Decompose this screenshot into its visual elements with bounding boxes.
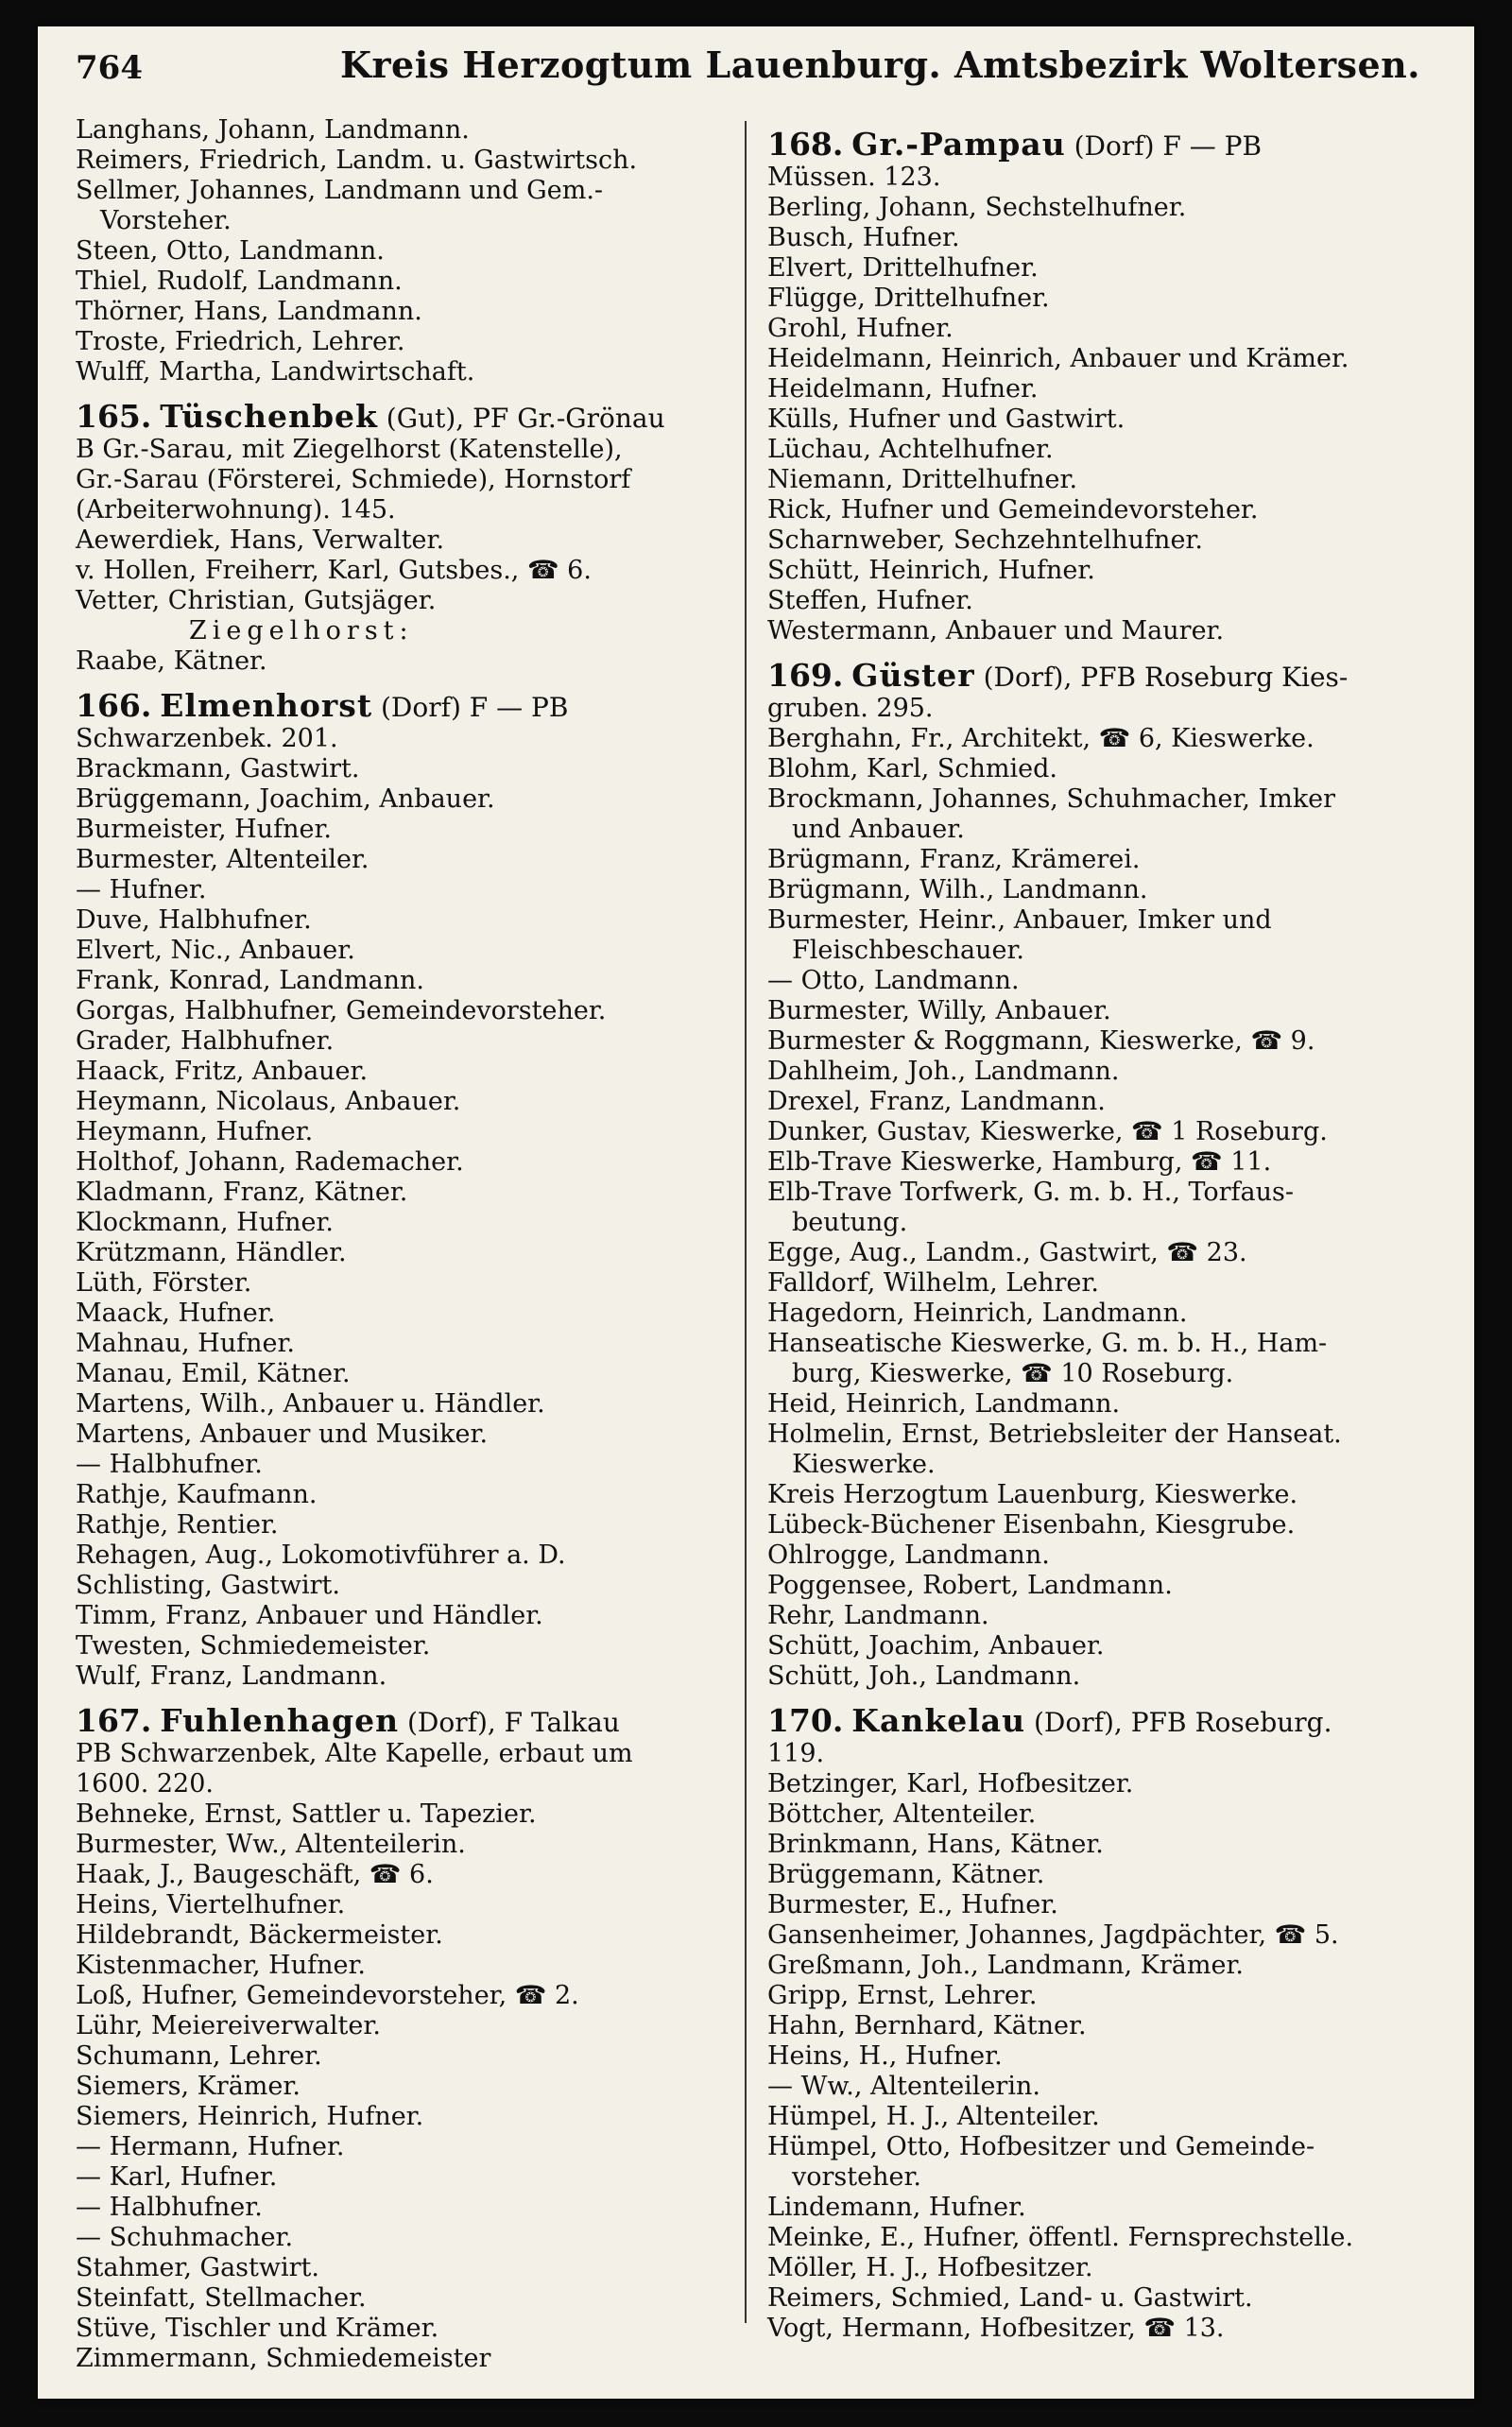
directory-entry: gruben. 295.	[767, 694, 934, 723]
page-header	[76, 43, 1436, 98]
directory-entry: Burmester, E., Hufner.	[767, 1890, 1058, 1919]
directory-entry: Stüve, Tischler und Krämer.	[76, 2314, 439, 2343]
locality-heading	[767, 1702, 1391, 1739]
locality-details: (Dorf), F Talkau	[399, 1707, 620, 1738]
directory-entry: Hanseatische Kieswerke, G. m. b. H., Ham-	[767, 1329, 1328, 1358]
locality-heading	[767, 657, 1391, 694]
page-title: Kreis Herzogtum Lauenburg. Amtsbezirk Woltersen.	[340, 43, 1421, 86]
directory-entry: Elb-Trave Kieswerke, Hamburg, ☎ 11.	[767, 1147, 1272, 1177]
directory-entry: Schlisting, Gastwirt.	[76, 1571, 340, 1600]
right-column	[767, 115, 1391, 2344]
directory-entry: Kistenmacher, Hufner.	[76, 1951, 366, 1980]
locality-details: (Dorf), PFB Roseburg.	[1025, 1707, 1332, 1738]
directory-entry: Hildebrandt, Bäckermeister.	[76, 1920, 443, 1950]
directory-entry: B Gr.-Sarau, mit Ziegelhorst (Katenstelle),	[76, 435, 623, 464]
directory-entry: Heymann, Hufner.	[76, 1117, 314, 1146]
directory-entry: Schwarzenbek. 201.	[76, 724, 338, 753]
directory-entry: Vogt, Hermann, Hofbesitzer, ☎ 13.	[767, 2314, 1225, 2343]
directory-entry: Schumann, Lehrer.	[76, 2041, 322, 2071]
directory-entry: Külls, Hufner und Gastwirt.	[767, 404, 1125, 434]
directory-entry: Westermann, Anbauer und Maurer.	[767, 616, 1225, 645]
directory-entry: Aewerdiek, Hans, Verwalter.	[76, 525, 445, 555]
directory-entry: Langhans, Johann, Landmann.	[76, 115, 470, 145]
locality-number: 167.	[76, 1702, 152, 1739]
directory-entry: Haak, J., Baugeschäft, ☎ 6.	[76, 1860, 434, 1889]
directory-entry: Brüggemann, Kätner.	[767, 1860, 1045, 1889]
directory-entry: Hümpel, Otto, Hofbesitzer und Gemeinde-	[767, 2132, 1315, 2161]
directory-entry: Kieswerke.	[792, 1450, 936, 1479]
directory-entry: Lübeck-Büchener Eisenbahn, Kiesgrube.	[767, 1510, 1296, 1540]
directory-entry: Rathje, Rentier.	[76, 1510, 279, 1540]
directory-entry: Egge, Aug., Landm., Gastwirt, ☎ 23.	[767, 1238, 1247, 1267]
directory-entry: Schütt, Heinrich, Hufner.	[767, 556, 1095, 585]
locality-name: Gr.-Pampau	[851, 126, 1066, 163]
directory-entry: Brügmann, Franz, Krämerei.	[767, 845, 1141, 874]
directory-entry: Scharnweber, Sechzehntelhufner.	[767, 525, 1203, 555]
directory-entry: Krützmann, Händler.	[76, 1238, 347, 1267]
sub-locality-heading: Ziegelhorst:	[189, 616, 414, 645]
directory-entry: Zimmermann, Schmiedemeister	[76, 2344, 491, 2373]
directory-entry: Behneke, Ernst, Sattler u. Tapezier.	[76, 1799, 537, 1829]
directory-entry: Ohlrogge, Landmann.	[767, 1541, 1050, 1570]
directory-entry: Steinfatt, Stellmacher.	[76, 2283, 367, 2313]
directory-entry: Holmelin, Ernst, Betriebsleiter der Hanseat.	[767, 1420, 1342, 1449]
directory-entry: Brüggemann, Joachim, Anbauer.	[76, 784, 495, 814]
directory-entry: PB Schwarzenbek, Alte Kapelle, erbaut um	[76, 1739, 633, 1768]
locality-details: (Dorf) F — PB	[372, 692, 569, 723]
directory-entry: — Ww., Altenteilerin.	[767, 2072, 1040, 2101]
directory-entry: Müssen. 123.	[767, 163, 941, 192]
directory-entry: Möller, H. J., Hofbesitzer.	[767, 2253, 1093, 2282]
directory-entry: Schütt, Joachim, Anbauer.	[767, 1631, 1105, 1661]
directory-entry: Holthof, Johann, Rademacher.	[76, 1147, 464, 1177]
directory-entry: Burmester & Roggmann, Kieswerke, ☎ 9.	[767, 1026, 1315, 1056]
directory-entry: Thiel, Rudolf, Landmann.	[76, 267, 403, 296]
locality-number: 168.	[767, 126, 844, 163]
directory-entry: Rathje, Kaufmann.	[76, 1480, 318, 1509]
locality-heading	[76, 687, 680, 724]
directory-entry: (Arbeiterwohnung). 145.	[76, 495, 396, 525]
directory-entry: Timm, Franz, Anbauer und Händler.	[76, 1601, 543, 1630]
directory-entry: Dunker, Gustav, Kieswerke, ☎ 1 Roseburg.	[767, 1117, 1328, 1146]
locality-number: 165.	[76, 398, 152, 435]
directory-entry: Raabe, Kätner.	[76, 646, 267, 676]
locality-name: Kankelau	[851, 1702, 1026, 1739]
directory-entry: Greßmann, Joh., Landmann, Krämer.	[767, 1951, 1244, 1980]
directory-entry: — Halbhufner.	[76, 1450, 263, 1479]
directory-entry: Gorgas, Halbhufner, Gemeindevorsteher.	[76, 996, 607, 1025]
directory-entry: Lüth, Förster.	[76, 1268, 252, 1298]
directory-entry: Flügge, Drittelhufner.	[767, 284, 1050, 313]
directory-entry: Busch, Hufner.	[767, 223, 960, 252]
directory-entry: Gr.-Sarau (Försterei, Schmiede), Hornstorf	[76, 465, 631, 494]
directory-entry: Lühr, Meiereiverwalter.	[76, 2011, 381, 2040]
locality-number: 169.	[767, 657, 844, 694]
directory-entry: Brinkmann, Hans, Kätner.	[767, 1830, 1104, 1859]
directory-entry: Wulf, Franz, Landmann.	[76, 1661, 387, 1691]
directory-entry: Heid, Heinrich, Landmann.	[767, 1389, 1121, 1419]
directory-entry: v. Hollen, Freiherr, Karl, Gutsbes., ☎ 6.	[76, 556, 592, 585]
directory-entry: Poggensee, Robert, Landmann.	[767, 1571, 1173, 1600]
directory-entry: Steen, Otto, Landmann.	[76, 236, 385, 266]
directory-entry: Elb-Trave Torfwerk, G. m. b. H., Torfaus-	[767, 1178, 1295, 1207]
directory-entry: Brockmann, Johannes, Schuhmacher, Imker	[767, 784, 1336, 814]
locality-details: (Gut), PF Gr.-Grönau	[377, 403, 665, 434]
directory-entry: Elvert, Drittelhufner.	[767, 253, 1039, 283]
directory-entry: Rehagen, Aug., Lokomotivführer a. D.	[76, 1541, 566, 1570]
directory-entry: — Otto, Landmann.	[767, 966, 1020, 995]
page-number: 764	[76, 49, 143, 87]
directory-entry: Böttcher, Altenteiler.	[767, 1799, 1037, 1829]
directory-entry: Martens, Wilh., Anbauer u. Händler.	[76, 1389, 545, 1419]
locality-name: Güster	[851, 657, 975, 694]
directory-entry: Mahnau, Hufner.	[76, 1329, 295, 1358]
directory-entry: Burmester, Willy, Anbauer.	[767, 996, 1111, 1025]
directory-entry: Haack, Fritz, Anbauer.	[76, 1057, 369, 1086]
directory-entry: Burmester, Heinr., Anbauer, Imker und	[767, 905, 1272, 935]
directory-entry: Manau, Emil, Kätner.	[76, 1359, 351, 1388]
directory-entry: Kreis Herzogtum Lauenburg, Kieswerke.	[767, 1480, 1298, 1509]
directory-entry: Heymann, Nicolaus, Anbauer.	[76, 1087, 461, 1116]
directory-entry: Siemers, Krämer.	[76, 2072, 301, 2101]
directory-entry: Fleischbeschauer.	[792, 936, 1024, 965]
directory-entry: Gripp, Ernst, Lehrer.	[767, 1981, 1038, 2010]
directory-entry: Lindemann, Hufner.	[767, 2193, 1026, 2222]
left-column	[76, 115, 680, 2374]
directory-entry: Berling, Johann, Sechstelhufner.	[767, 193, 1187, 222]
directory-entry: Kladmann, Franz, Kätner.	[76, 1178, 408, 1207]
directory-entry: Siemers, Heinrich, Hufner.	[76, 2102, 424, 2131]
directory-entry: — Hermann, Hufner.	[76, 2132, 345, 2161]
directory-entry: Grader, Halbhufner.	[76, 1026, 335, 1056]
directory-entry: Schütt, Joh., Landmann.	[767, 1661, 1081, 1691]
directory-entry: Hagedorn, Heinrich, Landmann.	[767, 1299, 1188, 1328]
directory-entry: — Hufner.	[76, 875, 207, 904]
directory-entry: Blohm, Karl, Schmied.	[767, 754, 1057, 783]
locality-number: 170.	[767, 1702, 844, 1739]
directory-entry: Hümpel, H. J., Altenteiler.	[767, 2102, 1100, 2131]
locality-details: (Dorf), PFB Roseburg Kies-	[974, 662, 1349, 693]
directory-entry: Duve, Halbhufner.	[76, 905, 312, 935]
directory-entry: Klockmann, Hufner.	[76, 1208, 335, 1237]
locality-heading	[76, 398, 680, 435]
directory-entry: Loß, Hufner, Gemeindevorsteher, ☎ 2.	[76, 1981, 579, 2010]
directory-entry: Rehr, Landmann.	[767, 1601, 989, 1630]
locality-heading	[76, 1702, 680, 1739]
directory-entry: Sellmer, Johannes, Landmann und Gem.-	[76, 176, 604, 205]
directory-entry: Reimers, Friedrich, Landm. u. Gastwirtsch.	[76, 146, 638, 175]
directory-entry: Rick, Hufner und Gemeindevorsteher.	[767, 495, 1259, 525]
directory-entry: Burmester, Altenteiler.	[76, 845, 369, 874]
directory-entry: beutung.	[792, 1208, 908, 1237]
directory-entry: — Halbhufner.	[76, 2193, 263, 2222]
directory-entry: Troste, Friedrich, Lehrer.	[76, 327, 405, 356]
directory-entry: Drexel, Franz, Landmann.	[767, 1087, 1106, 1116]
directory-entry: Vetter, Christian, Gutsjäger.	[76, 586, 437, 615]
directory-entry: Brackmann, Gastwirt.	[76, 754, 360, 783]
locality-name: Elmenhorst	[160, 687, 373, 724]
directory-entry: Heins, Viertelhufner.	[76, 1890, 346, 1919]
directory-entry: Maack, Hufner.	[76, 1299, 276, 1328]
directory-entry: Twesten, Schmiedemeister.	[76, 1631, 431, 1661]
directory-entry: Niemann, Drittelhufner.	[767, 465, 1078, 494]
directory-entry: 1600. 220.	[76, 1769, 214, 1799]
directory-entry: Burmester, Ww., Altenteilerin.	[76, 1830, 466, 1859]
directory-entry: 119.	[767, 1739, 825, 1768]
directory-entry: Dahlheim, Joh., Landmann.	[767, 1057, 1120, 1086]
directory-entry: Stahmer, Gastwirt.	[76, 2253, 319, 2282]
directory-entry: Reimers, Schmied, Land- u. Gastwirt.	[767, 2283, 1253, 2313]
directory-entry: Martens, Anbauer und Musiker.	[76, 1420, 489, 1449]
locality-heading	[767, 126, 1391, 163]
directory-entry: Steffen, Hufner.	[767, 586, 973, 615]
directory-entry: burg, Kieswerke, ☎ 10 Roseburg.	[792, 1359, 1234, 1388]
directory-entry: Gansenheimer, Johannes, Jagdpächter, ☎ 5.	[767, 1920, 1339, 1950]
directory-entry: Betzinger, Karl, Hofbesitzer.	[767, 1769, 1134, 1799]
directory-entry: vorsteher.	[792, 2162, 921, 2192]
locality-name: Tüschenbek	[160, 398, 378, 435]
locality-number: 166.	[76, 687, 152, 724]
directory-entry: Elvert, Nic., Anbauer.	[76, 936, 355, 965]
directory-entry: Grohl, Hufner.	[767, 314, 954, 343]
directory-entry: und Anbauer.	[792, 815, 965, 844]
directory-entry: Meinke, E., Hufner, öffentl. Fernsprechstelle.	[767, 2223, 1354, 2252]
locality-details: (Dorf) F — PB	[1065, 130, 1263, 162]
directory-entry: Frank, Konrad, Landmann.	[76, 966, 424, 995]
directory-entry: — Schuhmacher.	[76, 2223, 294, 2252]
directory-entry: Lüchau, Achtelhufner.	[767, 435, 1054, 464]
directory-entry: Brügmann, Wilh., Landmann.	[767, 875, 1148, 904]
directory-entry: Heins, H., Hufner.	[767, 2041, 1003, 2071]
directory-entry: Vorsteher.	[100, 206, 232, 235]
directory-entry: Heidelmann, Hufner.	[767, 374, 1039, 404]
directory-entry: Wulff, Martha, Landwirtschaft.	[76, 357, 475, 387]
directory-entry: Burmeister, Hufner.	[76, 815, 332, 844]
directory-entry: Thörner, Hans, Landmann.	[76, 297, 422, 326]
directory-entry: Heidelmann, Heinrich, Anbauer und Krämer.	[767, 344, 1349, 373]
directory-entry: — Karl, Hufner.	[76, 2162, 278, 2192]
directory-entry: Hahn, Bernhard, Kätner.	[767, 2011, 1087, 2040]
directory-page	[38, 26, 1474, 2399]
locality-name: Fuhlenhagen	[160, 1702, 400, 1739]
column-divider	[745, 121, 747, 2323]
directory-entry: Falldorf, Wilhelm, Lehrer.	[767, 1268, 1099, 1298]
directory-entry: Berghahn, Fr., Architekt, ☎ 6, Kieswerke.	[767, 724, 1314, 753]
